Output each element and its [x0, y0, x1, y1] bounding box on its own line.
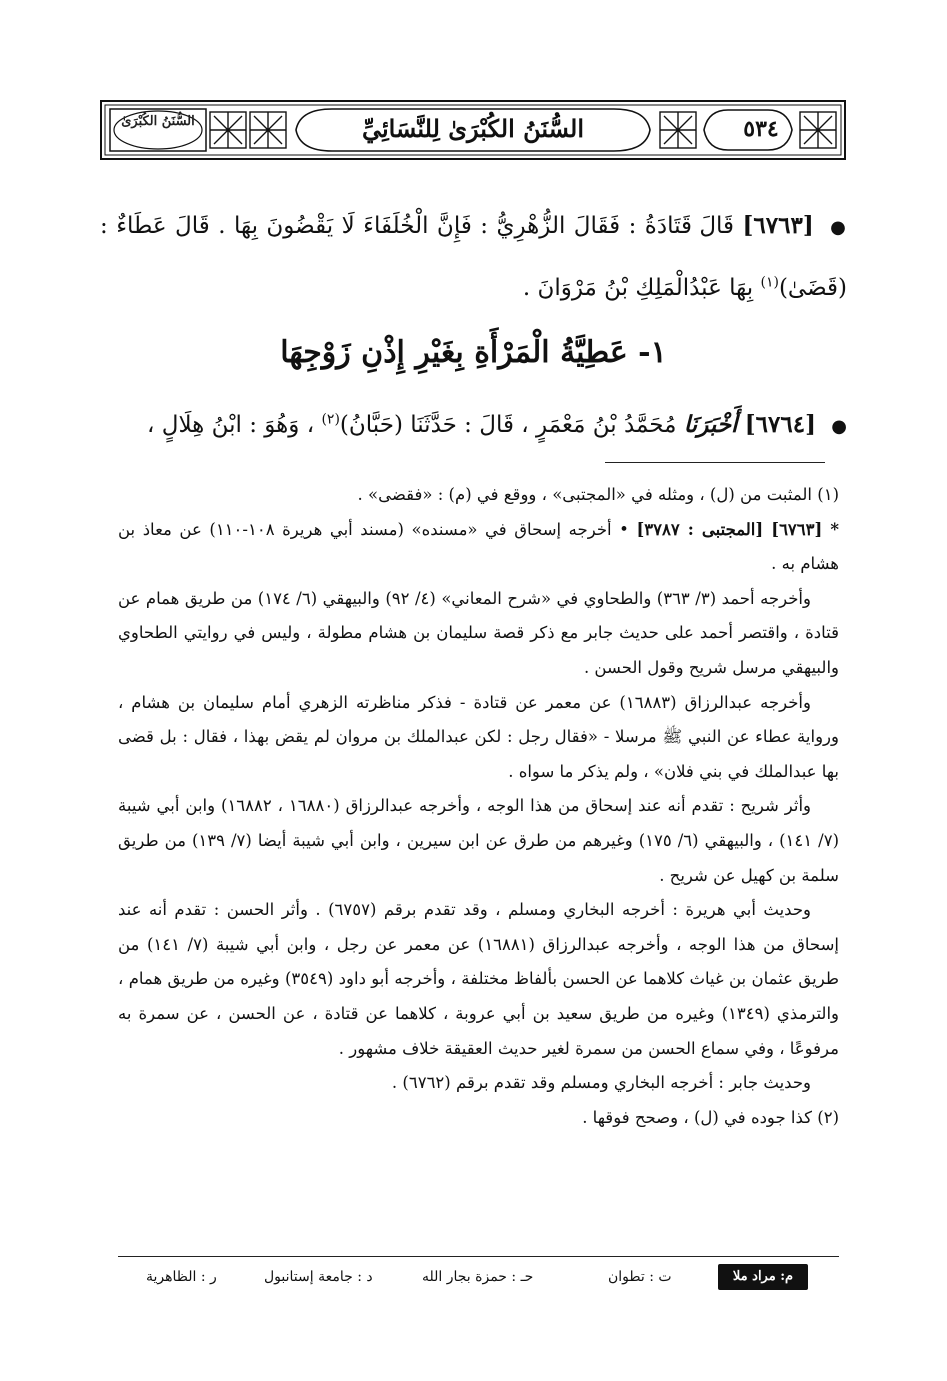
- hadith-number: [٦٧٦٤]: [744, 411, 816, 438]
- footnote-2: (٢) كذا جوده في (ل) ، وصحح فوقها .: [582, 1107, 839, 1127]
- hadith-text-end: بِهَا عَبْدُالْمَلِكِ بْنُ مَرْوَانَ .: [522, 275, 754, 301]
- hadith-text-variant: (قَضَىٰ): [778, 275, 847, 301]
- book-title: السُّنَنُ الكُبْرَىٰ لِلنَّسَائِيِّ: [361, 114, 585, 143]
- takhrij-para-jabir: وحديث جابر : أخرجه البخاري ومسلم وقد تقدم برقم (٦٧٦٢) .: [391, 1073, 811, 1093]
- footnote-marker: (١): [760, 274, 779, 291]
- hadith-text: قَالَ قَتَادَةُ : فَقَالَ الزُّهْرِيُّ : فَإِنَّ الْخُلَفَاءَ لَا يَقْضُونَ بِهَا . قَالَ عَطَاءٌ :: [100, 213, 735, 239]
- takhrij-text: • أخرجه إسحاق في «مسنده» (مسند أبي هريرة ١٠٨-١١٠) عن معاذ بن هشام به .: [118, 519, 839, 574]
- takhrij-6763: [118, 513, 839, 582]
- manuscript-h: حـ : حمزة بجار الله: [422, 1269, 534, 1285]
- footnote-1: (١) المثبت من (ل) ، ومثله في «المجتبى» ، ووقع في (م) : «فقضى» .: [357, 485, 839, 504]
- manuscript-badge: م: مراد ملا: [718, 1264, 808, 1290]
- hadith-6764: [100, 400, 847, 452]
- takhrij-para-shurayh: وأثر شريح : تقدم أنه عند إسحاق من هذا الوجه ، وأخرجه عبدالرزاق (١٦٨٨٠ ، ١٦٨٨٢) وابن أبي شيبة (٧/ ١٤١) ، والبيهقي (٦/ ١٧٥) وغيرهم من طرق عن ابن سيرين ، وابن أبي شيبة أيضا (٧/ ١٣٩) من طريق سلمة بن كهيل عن شريح .: [118, 796, 839, 885]
- bullet-icon: ●: [831, 416, 847, 437]
- footnote-separator: [605, 462, 825, 463]
- manuscript-r: ر : الظاهرية: [146, 1269, 217, 1285]
- akhbarana-word: أَخْبَرَنَا: [683, 411, 738, 438]
- manuscript-t: ت : تطوان: [608, 1269, 672, 1285]
- hadith-number: [٦٧٦٣]: [742, 212, 814, 239]
- footnotes: [118, 478, 839, 1135]
- hadith-text-end: ، وَهُوَ : ابْنُ هِلَالٍ ،: [147, 412, 315, 438]
- takhrij-para-abu-hurayra: وحديث أبي هريرة : أخرجه البخاري ومسلم ، وقد تقدم برقم (٦٧٥٧) . وأثر الحسن : تقدم أنه عند إسحاق من هذا الوجه ، وأخرجه عبدالرزاق (١٦٨٨١) عن معمر عن رجل ، وابن أبي شيبة (٧/ ١٤١) من طريق عثمان بن غياث كلاهما عن الحسن بألفاظ مختلفة ، وأخرجه أبو داود (٣٥٤٩) وغيره من طريق همام ، والترمذي (١٣٤٩) وغيره من طريق سعيد بن أبي عروبة ، كلاهما عن قتادة ، عن الحسن ، عن سمرة به مرفوعًا ، وفي سماع الحسن من سمرة لغير حديث العقيقة خلاف مشهور .: [118, 900, 839, 1058]
- bullet-icon: ●: [830, 217, 848, 238]
- hadith-text: مُحَمَّدُ بْنُ مَعْمَرٍ ، قَالَ : حَدَّثَنَا (حَبَّانُ): [339, 412, 677, 438]
- takhrij-para-abdulrazzaq: وأخرجه عبدالرزاق (١٦٨٨٣) عن معمر عن قتادة - فذكر مناظرته الزهري أمام سليمان بن هشام ، ورواية عطاء عن النبي ﷺ مرسلا - «فقال رجل : لكن عبدالملك بن مروان لم يقض بهذا ، فقال : بل قضى بها عبدالملك في بني فلان» ، ولم يذكر ما سواه .: [118, 692, 839, 781]
- takhrij-heading: * [٦٧٦٣] [المجتبى : ٣٧٨٧]: [636, 519, 839, 539]
- chapter-title: ١- عَطِيَّةُ الْمَرْأَةِ بِغَيْرِ إِذْنِ زَوْجِهَا: [280, 335, 667, 370]
- page-header: [100, 100, 846, 160]
- legend-separator: [118, 1256, 839, 1257]
- takhrij-para-ahmad: وأخرجه أحمد (٣/ ٣٦٣) والطحاوي في «شرح المعاني» (٤/ ٩٢) والبيهقي (٦/ ١٧٤) من طريق همام عن قتادة ، واقتصر أحمد على حديث جابر مع ذكر قصة سليمان بن هشام مطولة ، وليس في روايتي الطحاوي والبيهقي مرسل شريح وقول الحسن .: [118, 588, 839, 677]
- header-logo: السُّنَنُ الكُبْرَىٰ: [121, 114, 195, 129]
- page-number: ٥٣٤: [743, 116, 779, 142]
- footnote-marker: (٢): [321, 411, 340, 428]
- hadith-6763: [100, 196, 847, 318]
- manuscript-d: د : جامعة إستانبول: [264, 1269, 373, 1285]
